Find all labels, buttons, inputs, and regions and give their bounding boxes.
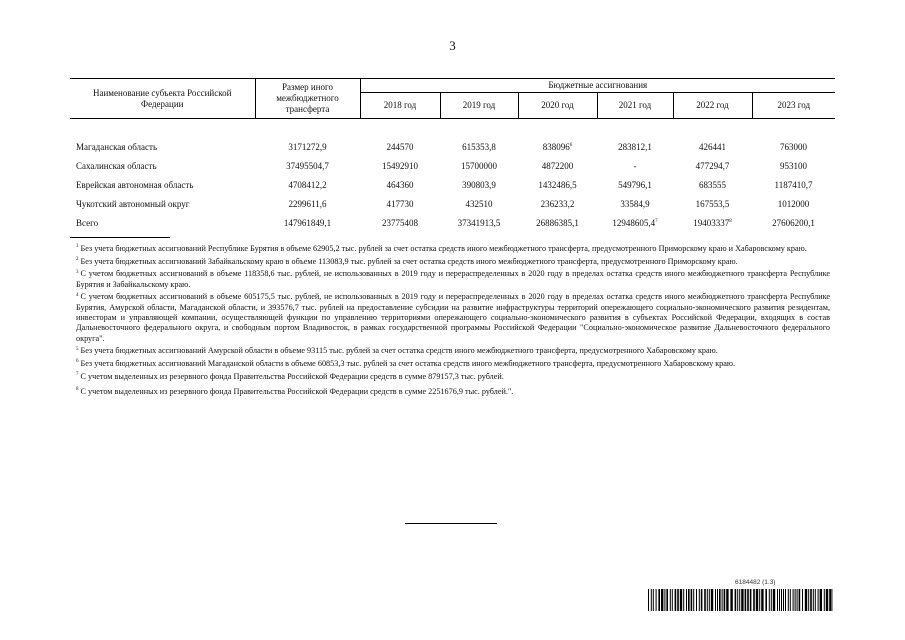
table-header-row: [70, 79, 835, 93]
transfer-value: 3171272,9: [288, 142, 327, 152]
header-year: 2019 год: [440, 93, 518, 119]
cell-2022: 477294,7: [695, 161, 730, 171]
cell-2023: 1012000: [777, 199, 810, 209]
footnote: $^1$ Без учета бюджетных ассигнований Республике Бурятия в объеме 62905,2 тыс. рублей за счет остатка средств иного межбюджетного трансферта, предусмотренного Приморскому краю и Хабаровскому краю.: [76, 244, 807, 253]
cell-2023: 1187410,7: [774, 180, 813, 190]
end-of-document-line: [405, 523, 497, 524]
footnote-ref: 7: [655, 219, 658, 224]
cell-2020: 236233,2: [540, 199, 575, 209]
cell-2022: 167553,5: [695, 199, 730, 209]
subject-name: Магаданская область: [76, 142, 158, 152]
table-row-total: [70, 214, 835, 233]
cell-2018: 464360: [386, 180, 414, 190]
header-subject: Наименование субъекта Российской Федерации: [70, 79, 255, 119]
transfer-value: 147961849,1: [283, 218, 332, 228]
cell-2021: 549796,1: [618, 180, 652, 190]
cell-2019: 37341913,5: [457, 218, 501, 228]
cell-2021: 283812,1: [618, 142, 652, 152]
cell-2021: -: [633, 161, 637, 171]
footnote-ref: 8: [729, 219, 732, 224]
footnote: $^7$ С учетом выделенных из резервного фонда Правительства Российской Федерации средств в сумме 879157,3 тыс. рублей.: [76, 371, 504, 381]
cell-2018: 417730: [386, 199, 414, 209]
cell-2018: 244570: [386, 142, 414, 152]
cell-2023: 763000: [780, 142, 807, 152]
subject-name: Сахалинская область: [76, 161, 157, 171]
footnote: $^2$ Без учета бюджетных ассигнований Забайкальскому краю в объеме 113083,9 тыс. рублей за счет остатка средств иного межбюджетного трансферта, предусмотренного Приморскому краю.: [76, 256, 738, 266]
transfer-value: 2299611,6: [288, 199, 327, 209]
cell-2023: 953100: [780, 161, 807, 171]
header-year: 2022 год: [673, 93, 752, 119]
cell-2020: 26886385,1: [536, 218, 579, 228]
cell-2020: 1432486,5: [538, 180, 577, 190]
footnotes: [76, 244, 830, 400]
header-year: 2018 год: [360, 93, 440, 119]
header-budget-allocations: Бюджетные ассигнования: [360, 79, 835, 93]
footnote: $^8$ С учетом выделенных из резервного фонда Правительства Российской Федерации средств в сумме 2251676,9 тыс. рублей.".: [76, 386, 514, 396]
cell-2019: 432510: [465, 199, 493, 209]
cell-2019: 390803,9: [462, 180, 496, 190]
cell-2020: 4872200: [541, 161, 574, 171]
budget-allocations-table: [70, 78, 835, 233]
footnote-separator: [70, 237, 170, 238]
table-row: [70, 176, 835, 195]
cell-2021: 12948605,4$^7$: [612, 218, 658, 228]
header-year: 2020 год: [518, 93, 597, 119]
cell-2022: 426441: [699, 142, 726, 152]
footnote: $^5$ Без учета бюджетных ассигнований Амурской области в объеме 93115 тыс. рублей за счет остатка средств иного межбюджетного трансферта, предусмотренного Хабаровскому краю.: [76, 346, 718, 356]
footnote: $^3$ С учетом бюджетных ассигнований в объеме 118358,6 тыс. рублей, не использованных в 2019 году и перераспределенных в 2020 году в пределах остатка средств иного межбюджетного трансферта Республике Бурятия и Забайкальскому краю.: [76, 269, 830, 289]
document-code: 6184482 (1.3): [735, 579, 776, 586]
transfer-value: 4708412,2: [288, 180, 327, 190]
cell-2018: 23775408: [382, 218, 418, 228]
cell-2018: 15492910: [382, 161, 418, 171]
table-row: [70, 138, 835, 157]
cell-2019: 615353,8: [462, 142, 496, 152]
cell-2023: 27606200,1: [772, 218, 815, 228]
footnote: $^4$ С учетом бюджетных ассигнований в объеме 605175,5 тыс. рублей, не использованных в 2019 году и перераспределенных в 2020 году в пределах остатка средств иного межбюджетного трансферта Республике Бурятия, Амурской области, Магаданской области, и 393576,7 тыс. рублей на предоставление субсидии на развитие инфраструктуры территорий опережающего социально-экономического развития резидентам, инвесторам и управляющей компании, осуществляющей функции по управлению территориями опережающего социально-экономического развития в субъектах Российской Федерации, входящих в состав Дальневосточного федерального округа, и свободным портом Владивосток, в рамках государственной программы Российской Федерации "Социально-экономическое развитие Дальневосточного федерального округа".: [76, 292, 830, 343]
header-year: 2023 год: [752, 93, 835, 119]
header-year: 2021 год: [597, 93, 673, 119]
footnote-ref: 6: [569, 143, 573, 148]
subject-name: Чукотский автономный округ: [76, 199, 190, 209]
header-transfer-size: Размер иного межбюджетного трансферта: [255, 79, 360, 119]
cell-2022: 683555: [699, 180, 726, 190]
cell-2021: 33584,9: [620, 199, 650, 209]
table-row: [70, 157, 835, 176]
page-number: 3: [449, 38, 456, 53]
cell-2022: 19403337$^8$: [693, 218, 732, 228]
footnote: $^6$ Без учета бюджетных ассигнований Магаданской области в объеме 60853,3 тыс. рублей за счет остатка средств иного межбюджетного трансферта, предусмотренного Хабаровскому краю.: [76, 358, 736, 368]
transfer-value: 37495504,7: [286, 161, 329, 171]
table-row: [70, 195, 835, 214]
subject-name: Всего: [76, 218, 99, 228]
cell-2020: 838096$^6$: [542, 142, 573, 152]
subject-name: Еврейская автономная область: [76, 180, 194, 190]
cell-2019: 15700000: [461, 161, 497, 171]
barcode-icon: [648, 589, 833, 611]
